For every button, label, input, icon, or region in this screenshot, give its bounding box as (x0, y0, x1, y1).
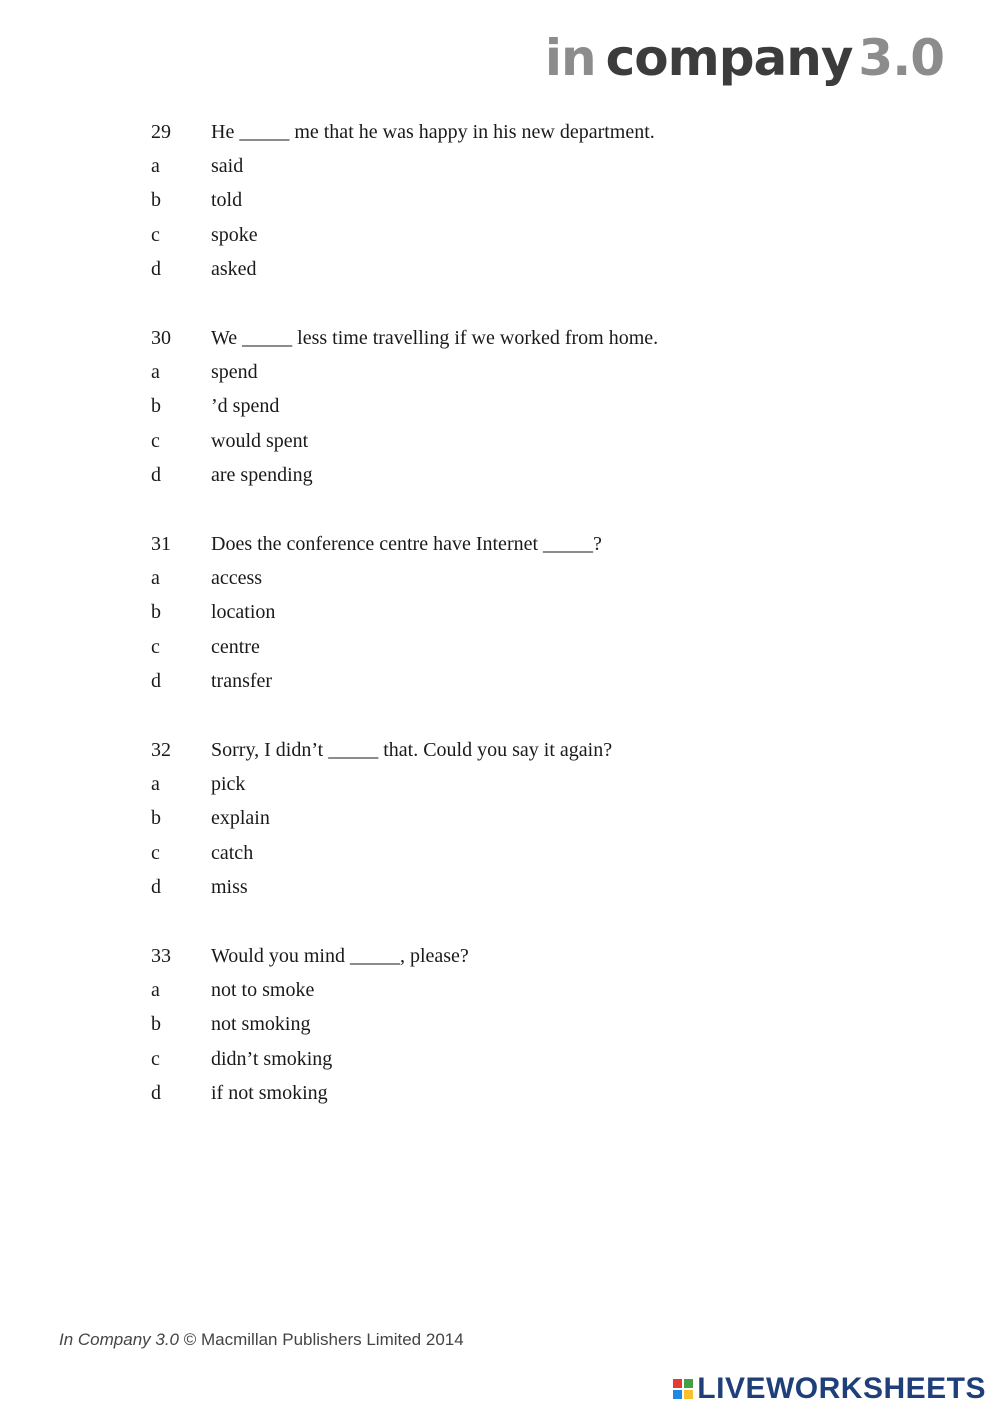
brand-logo (545, 28, 944, 88)
option-letter: a (151, 361, 160, 384)
option-letter: d (151, 670, 161, 693)
answer-option[interactable] (151, 836, 911, 870)
question-row (151, 115, 911, 149)
question-number: 31 (151, 532, 171, 555)
option-letter: b (151, 395, 161, 418)
question-block (151, 939, 911, 1111)
footer-copyright-text: © Macmillan Publishers Limited 2014 (183, 1330, 464, 1349)
option-text: access (211, 566, 263, 589)
footer-book-title: In Company 3.0 (59, 1330, 180, 1349)
question-list (151, 115, 911, 1145)
answer-option[interactable] (151, 390, 911, 424)
option-text: told (211, 189, 243, 212)
question-block (151, 115, 911, 287)
answer-option[interactable] (151, 1042, 911, 1076)
answer-option[interactable] (151, 767, 911, 801)
liveworksheets-watermark (673, 1372, 986, 1406)
option-letter: c (151, 429, 160, 452)
logo-part-in: in (544, 29, 596, 87)
question-text: Does the conference centre have Internet _____? (211, 532, 602, 555)
liveworksheets-logo-icon (673, 1379, 693, 1399)
answer-option[interactable] (151, 459, 911, 493)
answer-option[interactable] (151, 630, 911, 664)
logo-square (673, 1379, 682, 1388)
option-text: not to smoke (211, 978, 315, 1001)
option-text: didn’t smoking (211, 1047, 333, 1070)
option-letter: d (151, 258, 161, 281)
option-letter: b (151, 189, 161, 212)
question-row (151, 733, 911, 767)
answer-option[interactable] (151, 253, 911, 287)
question-row (151, 527, 911, 561)
question-text: Sorry, I didn’t _____ that. Could you say it again? (211, 738, 613, 761)
option-letter: a (151, 566, 160, 589)
answer-option[interactable] (151, 664, 911, 698)
logo-square (673, 1390, 682, 1399)
option-letter: a (151, 978, 160, 1001)
option-text: not smoking (211, 1013, 311, 1036)
option-letter: c (151, 841, 160, 864)
option-text: catch (211, 841, 254, 864)
answer-option[interactable] (151, 424, 911, 458)
question-row (151, 939, 911, 973)
answer-option[interactable] (151, 870, 911, 904)
footer-copyright (59, 1330, 464, 1350)
option-letter: d (151, 876, 161, 899)
question-row (151, 321, 911, 355)
option-text: transfer (211, 670, 273, 693)
answer-option[interactable] (151, 1076, 911, 1110)
logo-square (684, 1379, 693, 1388)
option-letter: a (151, 155, 160, 178)
logo-part-company: company (605, 29, 853, 87)
answer-option[interactable] (151, 149, 911, 183)
option-text: would spent (211, 429, 309, 452)
question-block (151, 321, 911, 493)
option-letter: d (151, 1082, 161, 1105)
option-text: if not smoking (211, 1082, 328, 1105)
question-number: 33 (151, 944, 171, 967)
option-text: asked (211, 258, 257, 281)
question-number: 30 (151, 326, 171, 349)
option-text: explain (211, 807, 270, 830)
option-letter: b (151, 807, 161, 830)
answer-option[interactable] (151, 218, 911, 252)
option-letter: d (151, 464, 161, 487)
option-text: location (211, 601, 276, 624)
logo-square (684, 1390, 693, 1399)
option-letter: c (151, 635, 160, 658)
question-number: 29 (151, 120, 171, 143)
question-block (151, 733, 911, 905)
answer-option[interactable] (151, 184, 911, 218)
option-text: pick (211, 772, 246, 795)
option-text: are spending (211, 464, 313, 487)
answer-option[interactable] (151, 973, 911, 1007)
question-block (151, 527, 911, 699)
answer-option[interactable] (151, 596, 911, 630)
option-text: centre (211, 635, 260, 658)
option-letter: c (151, 223, 160, 246)
option-text: spoke (211, 223, 258, 246)
option-text: ’d spend (211, 395, 280, 418)
question-text: Would you mind _____, please? (211, 944, 469, 967)
logo-part-version: 3.0 (858, 29, 944, 87)
question-text: He _____ me that he was happy in his new department. (211, 120, 655, 143)
option-text: miss (211, 876, 248, 899)
option-letter: b (151, 1013, 161, 1036)
answer-option[interactable] (151, 802, 911, 836)
option-text: said (211, 155, 244, 178)
option-letter: b (151, 601, 161, 624)
option-text: spend (211, 361, 258, 384)
answer-option[interactable] (151, 561, 911, 595)
answer-option[interactable] (151, 1008, 911, 1042)
liveworksheets-text: LIVEWORKSHEETS (697, 1372, 986, 1405)
question-text: We _____ less time travelling if we worked from home. (211, 326, 659, 349)
option-letter: a (151, 772, 160, 795)
option-letter: c (151, 1047, 160, 1070)
answer-option[interactable] (151, 355, 911, 389)
question-number: 32 (151, 738, 171, 761)
